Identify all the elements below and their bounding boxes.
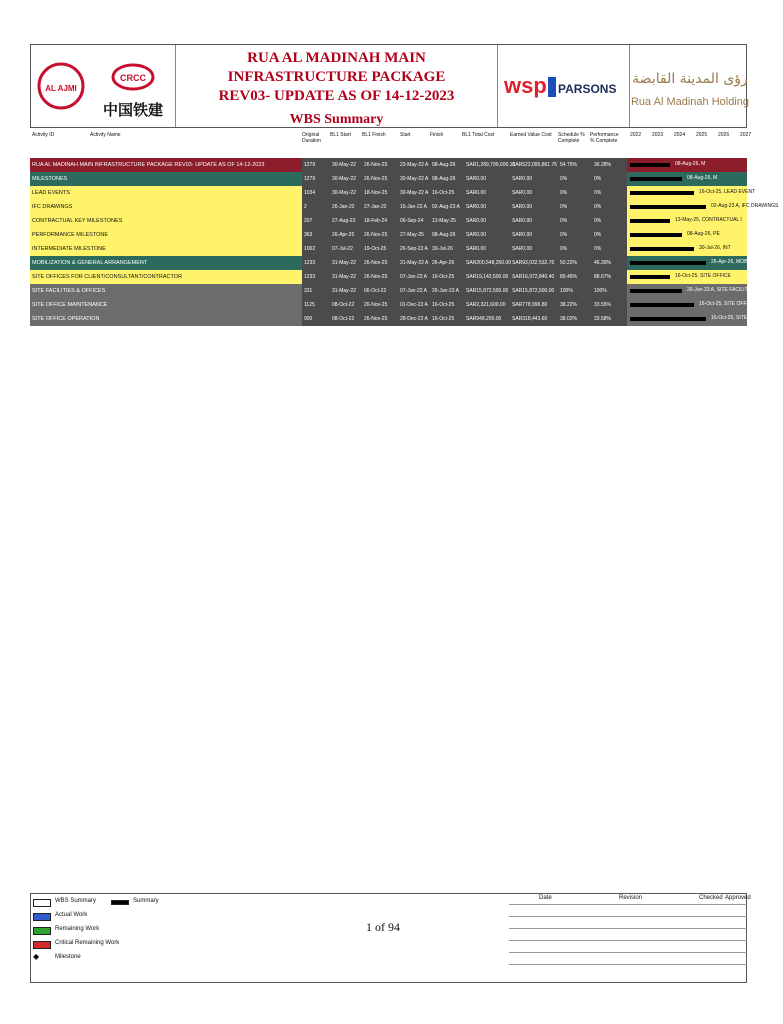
cell-blc: SAR15,872,500.00	[466, 288, 509, 294]
cell-st: 30-May-22 A	[400, 176, 429, 182]
cell-evc: SAR0.00	[512, 232, 533, 238]
cell-st: 26-Sep-22 A	[400, 246, 428, 252]
cell-evc: SAR318,443.60	[512, 316, 548, 322]
table-row[interactable]	[30, 312, 767, 326]
cell-fi: 13-May-25	[432, 218, 456, 224]
gantt-bar-label: 26-Jun-23 A, SITE FACILITIES & OFFICES	[687, 287, 783, 293]
cell-sp: 38.02%	[560, 316, 577, 322]
cell-bls: 26-Jan-22	[332, 204, 355, 210]
year-2024: 2024	[674, 132, 686, 138]
table-row[interactable]	[30, 158, 747, 172]
col-bl-start: BL1 Start	[330, 132, 351, 138]
report-subtitle: REV03- UPDATE AS OF 14-12-2023	[218, 88, 455, 104]
cell-dur: 900	[304, 316, 313, 322]
gantt-bar	[630, 261, 706, 265]
cell-blc: SAR0.00	[466, 190, 487, 196]
cell-evc: SAR15,872,500.00	[512, 288, 555, 294]
gantt-bar	[630, 275, 670, 279]
year-2026: 2026	[718, 132, 730, 138]
activity-name: PERFORMANCE MILESTONE	[32, 232, 108, 238]
cell-blc: SAR0.00	[466, 218, 487, 224]
cell-st: 06-Sep-24	[400, 218, 424, 224]
cell-sp: 89.45%	[560, 274, 577, 280]
cell-sp: 54.75%	[560, 162, 577, 168]
table-row[interactable]	[30, 172, 747, 186]
cell-pp: 36.28%	[594, 162, 611, 168]
gantt-bar-label: 30-Jul-26, INT	[699, 245, 731, 251]
cell-sp: 0%	[560, 218, 568, 224]
activity-name: MILESTONES	[32, 176, 68, 182]
cell-pp: 0%	[594, 218, 602, 224]
cell-blf: 27-Jan-22	[364, 204, 387, 210]
cell-pp: 46.39%	[594, 260, 611, 266]
report-title: RUA AL MADINAH MAIN INFRASTRUCTURE PACKAGE	[227, 50, 446, 85]
table-row[interactable]	[30, 298, 755, 312]
col-schedule-pct: Schedule % Complete	[558, 132, 585, 144]
cell-blf: 26-Nov-25	[364, 302, 388, 308]
year-2027: 2027	[740, 132, 752, 138]
cell-sp: 38.22%	[560, 302, 577, 308]
cell-blf: 26-Nov-25	[364, 260, 388, 266]
cell-fi: 26-Apr-26	[432, 260, 455, 266]
cell-evc: SAR0.00	[512, 204, 533, 210]
cell-fi: 16-Oct-25	[432, 302, 455, 308]
gantt-bar	[630, 289, 682, 293]
cell-blc: SAR1,289,799,000.18	[466, 162, 516, 168]
cell-fi: 16-Oct-25	[432, 316, 455, 322]
cell-blf: 19-Oct-25	[364, 246, 387, 252]
table-row[interactable]	[30, 256, 747, 270]
cell-blf: 26-Nov-25	[364, 162, 388, 168]
cell-dur: 1279	[304, 162, 316, 168]
cell-pp: 33.55%	[594, 302, 611, 308]
cell-pp: 0%	[594, 232, 602, 238]
gantt-bar-label: 16-Oct-25, LEAD EVENT	[699, 189, 756, 195]
remaining-work-swatch	[33, 927, 51, 935]
gantt-bar	[630, 219, 670, 223]
svg-text:wsp: wsp	[504, 73, 547, 98]
col-activity-name: Activity Name	[90, 132, 121, 138]
activity-name: LEAD EVENTS	[32, 190, 70, 196]
cell-dur: 1233	[304, 274, 316, 280]
report-titles	[176, 49, 497, 130]
gantt-bar-label: 16-Oct-25, SITE OFFICE	[699, 301, 755, 307]
gantt-bar-label: 08-Aug-26, PE	[687, 231, 720, 237]
svg-text:PARSONS: PARSONS	[558, 82, 617, 96]
cell-blc: SAR948,200.00	[466, 316, 502, 322]
gantt-bar	[630, 233, 682, 237]
cell-bls: 30-May-22	[332, 190, 356, 196]
alajmi-logo	[31, 45, 91, 127]
cell-evc: SAR522,095,861.76	[512, 162, 558, 168]
cell-st: 07-Jun-22 A	[400, 288, 427, 294]
cell-blf: 26-Nov-25	[364, 232, 388, 238]
cell-dur: 2	[304, 204, 307, 210]
page-number: 1 of 94	[366, 920, 400, 934]
actual-work-swatch	[33, 913, 51, 921]
cell-bls: 31-May-22	[332, 288, 356, 294]
cell-evc: SAR0.00	[512, 218, 533, 224]
col-bl-finish: BL1 Finish	[362, 132, 386, 138]
cell-st: 27-May-25	[400, 232, 424, 238]
table-row[interactable]	[30, 214, 747, 228]
activity-name: RUA AL MADINAH MAIN INFRASTRUCTURE PACKAGE REV03- UPDATE AS OF 14-12-2023	[32, 162, 265, 168]
gantt-bar	[630, 163, 670, 167]
cell-bls: 08-Oct-22	[332, 302, 355, 308]
cell-evc: SAR778,996.80	[512, 302, 548, 308]
activity-name: INTERMEDIATE MILESTONE	[32, 246, 106, 252]
gantt-bar-label: 16-Oct-25, SITE OFFICE	[675, 273, 731, 279]
table-row[interactable]	[30, 284, 783, 298]
cell-fi: 08-Aug-26	[432, 176, 456, 182]
svg-text:中国铁建: 中国铁建	[102, 101, 164, 119]
cell-bls: 27-Aug-23	[332, 218, 356, 224]
cell-evc: SAR0.00	[512, 176, 533, 182]
cell-evc: SAR0.00	[512, 246, 533, 252]
cell-dur: 1125	[304, 302, 315, 308]
svg-text:Rua Al Madinah Holding: Rua Al Madinah Holding	[630, 96, 750, 108]
cell-pp: 88.67%	[594, 274, 611, 280]
cell-fi: 26-Jun-23 A	[432, 288, 459, 294]
activity-name: SITE OFFICES FOR CLIENT/CONSULTANT/CONTRACTOR	[32, 274, 183, 280]
table-row[interactable]	[30, 228, 747, 242]
cell-blc: SAR2,321,600.00	[466, 302, 506, 308]
cell-st: 31-May-22 A	[400, 260, 429, 266]
cell-fi: 30-Jul-26	[432, 246, 453, 252]
critical-work-swatch	[33, 941, 51, 949]
activity-name: SITE OFFICE MAINTENANCE	[32, 302, 108, 308]
cell-pp: 0%	[594, 204, 602, 210]
activity-name: SITE OFFICE OPERATION	[32, 316, 100, 322]
gantt-bar-label: 08-Aug-26, M	[687, 175, 718, 181]
rua-holding-logo	[629, 45, 750, 127]
gantt-bar-label: 13-May-25, CONTRACTUAL I	[675, 217, 742, 223]
col-bl-cost: BL1 Total Cost	[462, 132, 495, 138]
gantt-bar	[630, 317, 706, 321]
cell-dur: 1002	[304, 246, 316, 252]
cell-sp: 0%	[560, 176, 568, 182]
cell-fi: 16-Oct-25	[432, 190, 455, 196]
cell-blf: 18-Nov-25	[364, 190, 388, 196]
revision-block: Date Revision Checked Approved	[509, 894, 747, 982]
col-performance-pct: Performance % Complete	[590, 132, 619, 144]
gantt-bar	[630, 191, 694, 195]
cell-blf: 06-Oct-22	[364, 288, 387, 294]
cell-evc: SAR93,032,532.76	[512, 260, 555, 266]
cell-dur: 207	[304, 218, 313, 224]
legend-footer: WBS Summary Actual Work Remaining Work Critical Remaining Work ◆ Milestone Summary 1 of 94 Date Revision Checked Approved	[30, 893, 747, 983]
cell-st: 23-May-22 A	[400, 162, 429, 168]
col-finish: Finish	[430, 132, 444, 138]
activity-name: IFC DRAWINGS	[32, 204, 73, 210]
gantt-bar	[630, 205, 706, 209]
cell-dur: 1233	[304, 260, 316, 266]
cell-sp: 0%	[560, 232, 568, 238]
cell-bls: 31-May-22	[332, 260, 356, 266]
cell-blc: SAR19,142,500.00	[466, 274, 509, 280]
cell-bls: 07-Jul-22	[332, 246, 353, 252]
wsp-parsons-logo	[497, 45, 629, 127]
gantt-bar-label: 26-Apr-26, MOBI	[711, 259, 749, 265]
cell-evc: SAR0.00	[512, 190, 533, 196]
cell-st: 15-Jan-22 A	[400, 204, 427, 210]
cell-pp: 33.58%	[594, 316, 611, 322]
activity-name: MOBILIZATION & GENERAL ARRANGEMENT	[32, 260, 148, 266]
cell-bls: 26-Apr-25	[332, 232, 355, 238]
gantt-bar-label: 16-Oct-25, SITE OFFICE	[711, 315, 767, 321]
cell-evc: SAR16,972,840.40	[512, 274, 555, 280]
cell-fi: 02-Aug-23 A	[432, 204, 460, 210]
cell-dur: 331	[304, 288, 313, 294]
col-ev-cost: Earned Value Cost	[510, 132, 552, 138]
cell-fi: 16-Oct-25	[432, 274, 455, 280]
gantt-bar-label: 08-Aug-26, M	[675, 161, 706, 167]
cell-blc: SAR200,548,250.00	[466, 260, 512, 266]
activity-name: CONTRACTUAL KEY MILESTONES	[32, 218, 123, 224]
cell-sp: 0%	[560, 204, 568, 210]
cell-dur: 1279	[304, 176, 316, 182]
cell-pp: 100%	[594, 288, 607, 294]
cell-st: 01-Dec-22 A	[400, 302, 428, 308]
cell-pp: 0%	[594, 190, 602, 196]
col-start: Start	[400, 132, 411, 138]
cell-blc: SAR0.00	[466, 246, 487, 252]
cell-bls: 30-May-22	[332, 162, 356, 168]
cell-bls: 31-May-22	[332, 274, 356, 280]
report-header	[30, 44, 750, 128]
cell-pp: 0%	[594, 246, 602, 252]
cell-sp: 100%	[560, 288, 573, 294]
cell-blf: 18-Feb-24	[364, 218, 388, 224]
cell-fi: 08-Aug-26	[432, 162, 456, 168]
activity-name: SITE FACILITIES & OFFICES	[32, 288, 106, 294]
cell-sp: 0%	[560, 190, 568, 196]
table-row[interactable]	[30, 242, 747, 256]
cell-sp: 0%	[560, 246, 568, 252]
column-headers	[30, 130, 752, 158]
report-section: WBS Summary	[289, 112, 384, 127]
gantt-bar-label: 02-Aug-23 A, IFC DRAWINGS	[711, 203, 779, 209]
year-2025: 2025	[696, 132, 708, 138]
cell-bls: 30-May-22	[332, 176, 356, 182]
cell-st: 07-Jun-22 A	[400, 274, 427, 280]
cell-blc: SAR0.00	[466, 232, 487, 238]
cell-blf: 26-Nov-25	[364, 316, 388, 322]
cell-sp: 50.22%	[560, 260, 577, 266]
gantt-bar	[630, 177, 682, 181]
table-row[interactable]	[30, 186, 756, 200]
cell-blc: SAR0.00	[466, 176, 487, 182]
table-row[interactable]	[30, 200, 779, 214]
year-2023: 2023	[652, 132, 664, 138]
svg-text:CRCC: CRCC	[120, 73, 146, 83]
cell-dur: 363	[304, 232, 313, 238]
cell-st: 28-Dec-22 A	[400, 316, 428, 322]
cell-bls: 08-Oct-22	[332, 316, 355, 322]
cell-blf: 26-Nov-25	[364, 274, 388, 280]
col-duration: Original Duration	[302, 132, 321, 144]
gantt-bar	[630, 247, 694, 251]
table-row[interactable]	[30, 270, 747, 284]
gantt-bar	[630, 303, 694, 307]
col-activity-id: Activity ID	[32, 132, 55, 138]
cell-pp: 0%	[594, 176, 602, 182]
year-2022: 2022	[630, 132, 642, 138]
cell-fi: 08-Aug-26	[432, 232, 456, 238]
svg-text:AL AJMI: AL AJMI	[45, 84, 77, 93]
cell-blf: 26-Nov-25	[364, 176, 388, 182]
cell-dur: 1034	[304, 190, 316, 196]
crcc-logo	[91, 45, 176, 127]
cell-blc: SAR0.00	[466, 204, 487, 210]
svg-text:رؤى المدينة القابضة: رؤى المدينة القابضة	[632, 71, 748, 87]
cell-st: 30-May-22 A	[400, 190, 429, 196]
